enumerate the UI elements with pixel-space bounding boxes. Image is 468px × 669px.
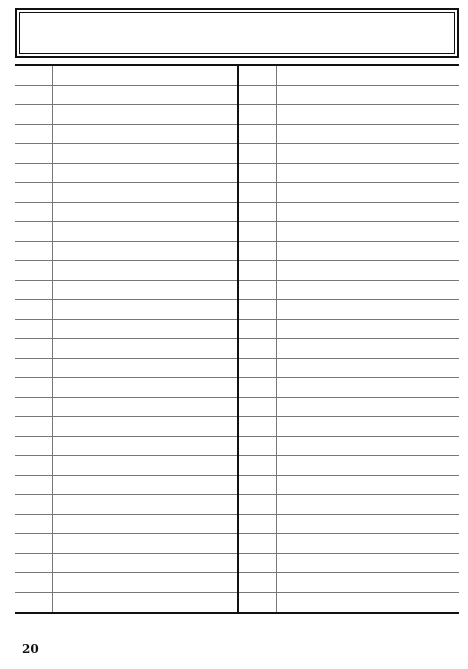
table-row [239,359,459,379]
right-year-cell [239,222,277,241]
left-event-cell [53,417,237,436]
table-row [15,554,237,574]
left-year-cell [15,359,53,378]
left-year-cell [15,554,53,573]
left-year-cell [15,417,53,436]
right-event-cell [277,339,459,358]
table-row [239,86,459,106]
right-year-cell [239,183,277,202]
left-year-cell [15,456,53,475]
right-event-cell [277,495,459,514]
right-event-cell [277,183,459,202]
table-row [239,495,459,515]
table-row [15,261,237,281]
left-event-cell [53,66,237,85]
table-row [239,66,459,86]
right-year-cell [239,261,277,280]
left-event-cell [53,164,237,183]
right-year-cell [239,359,277,378]
table-row [15,242,237,262]
right-event-cell [277,359,459,378]
chronology-table [15,64,459,614]
left-event-cell [53,261,237,280]
right-year-cell [239,534,277,553]
table-row [239,183,459,203]
right-year-cell [239,476,277,495]
left-event-cell [53,281,237,300]
table-row [15,437,237,457]
left-year-cell [15,437,53,456]
right-event-cell [277,144,459,163]
right-year-cell [239,437,277,456]
table-row [239,476,459,496]
right-year-cell [239,144,277,163]
left-year-cell [15,86,53,105]
table-row [239,378,459,398]
table-row [239,281,459,301]
table-row [15,300,237,320]
table-row [239,534,459,554]
right-year-cell [239,281,277,300]
left-event-cell [53,593,237,613]
table-row [239,164,459,184]
table-row [239,261,459,281]
right-year-cell [239,593,277,613]
left-year-cell [15,144,53,163]
table-row [15,183,237,203]
right-year-cell [239,554,277,573]
right-year-cell [239,105,277,124]
left-event-cell [53,515,237,534]
table-row [239,437,459,457]
right-year-cell [239,66,277,85]
table-row [15,534,237,554]
left-event-cell [53,437,237,456]
right-event-cell [277,320,459,339]
page-number: 20 [22,642,39,656]
right-event-cell [277,222,459,241]
right-year-cell [239,495,277,514]
table-row [15,66,237,86]
right-event-cell [277,515,459,534]
left-event-cell [53,125,237,144]
right-event-cell [277,398,459,417]
right-event-cell [277,573,459,592]
table-row [15,495,237,515]
table-row [239,105,459,125]
right-event-cell [277,300,459,319]
left-year-cell [15,593,53,613]
left-year-cell [15,66,53,85]
left-year-cell [15,378,53,397]
table-row [239,398,459,418]
right-event-cell [277,476,459,495]
table-row [15,222,237,242]
right-year-cell [239,398,277,417]
right-event-cell [277,164,459,183]
table-row [15,515,237,535]
right-year-cell [239,573,277,592]
left-event-cell [53,476,237,495]
page [15,8,459,614]
right-event-cell [277,456,459,475]
table-row [15,86,237,106]
right-event-cell [277,593,459,613]
left-year-cell [15,300,53,319]
table-row [15,573,237,593]
left-year-cell [15,573,53,592]
left-event-cell [53,573,237,592]
right-year-cell [239,164,277,183]
left-event-cell [53,456,237,475]
left-event-cell [53,300,237,319]
left-event-cell [53,495,237,514]
left-event-cell [53,144,237,163]
right-year-cell [239,203,277,222]
left-year-cell [15,398,53,417]
left-event-cell [53,378,237,397]
right-event-cell [277,125,459,144]
left-event-cell [53,105,237,124]
left-event-cell [53,320,237,339]
right-event-cell [277,417,459,436]
right-year-cell [239,378,277,397]
right-year-cell [239,417,277,436]
table-row [15,476,237,496]
table-row [15,105,237,125]
right-event-cell [277,86,459,105]
left-event-cell [53,359,237,378]
left-year-cell [15,281,53,300]
table-row [239,203,459,223]
table-row [239,456,459,476]
right-event-cell [277,534,459,553]
table-row [15,417,237,437]
table-row [239,320,459,340]
right-event-cell [277,261,459,280]
left-event-cell [53,554,237,573]
right-event-cell [277,66,459,85]
left-event-cell [53,534,237,553]
left-year-cell [15,164,53,183]
right-event-cell [277,437,459,456]
table-row [239,515,459,535]
left-event-cell [53,242,237,261]
table-row [239,222,459,242]
left-event-cell [53,203,237,222]
right-event-cell [277,378,459,397]
left-year-cell [15,242,53,261]
left-year-cell [15,105,53,124]
table-row [239,125,459,145]
left-year-cell [15,261,53,280]
left-event-cell [53,398,237,417]
right-event-cell [277,281,459,300]
page-footer [22,642,49,656]
table-row [15,144,237,164]
right-event-cell [277,105,459,124]
table-row [239,573,459,593]
left-column [15,66,237,612]
left-year-cell [15,183,53,202]
table-row [15,320,237,340]
table-row [15,398,237,418]
table-row [239,417,459,437]
table-row [15,456,237,476]
left-year-cell [15,339,53,358]
left-year-cell [15,320,53,339]
right-year-cell [239,86,277,105]
left-event-cell [53,183,237,202]
table-row [15,359,237,379]
left-year-cell [15,515,53,534]
left-year-cell [15,203,53,222]
table-row [239,554,459,574]
left-year-cell [15,125,53,144]
left-event-cell [53,86,237,105]
right-year-cell [239,339,277,358]
right-year-cell [239,300,277,319]
left-year-cell [15,495,53,514]
table-row [15,339,237,359]
right-event-cell [277,203,459,222]
left-year-cell [15,476,53,495]
table-row [15,378,237,398]
right-year-cell [239,320,277,339]
table-row [239,339,459,359]
right-event-cell [277,554,459,573]
left-year-cell [15,534,53,553]
table-row [15,164,237,184]
left-event-cell [53,222,237,241]
table-row [15,203,237,223]
table-row [239,300,459,320]
table-row [15,593,237,613]
right-column [237,66,459,612]
table-row [239,242,459,262]
table-row [15,281,237,301]
table-row [239,593,459,613]
table-row [15,125,237,145]
table-row [239,144,459,164]
right-year-cell [239,515,277,534]
left-year-cell [15,222,53,241]
right-year-cell [239,242,277,261]
right-year-cell [239,456,277,475]
right-event-cell [277,242,459,261]
left-event-cell [53,339,237,358]
right-year-cell [239,125,277,144]
title-banner [15,8,459,58]
